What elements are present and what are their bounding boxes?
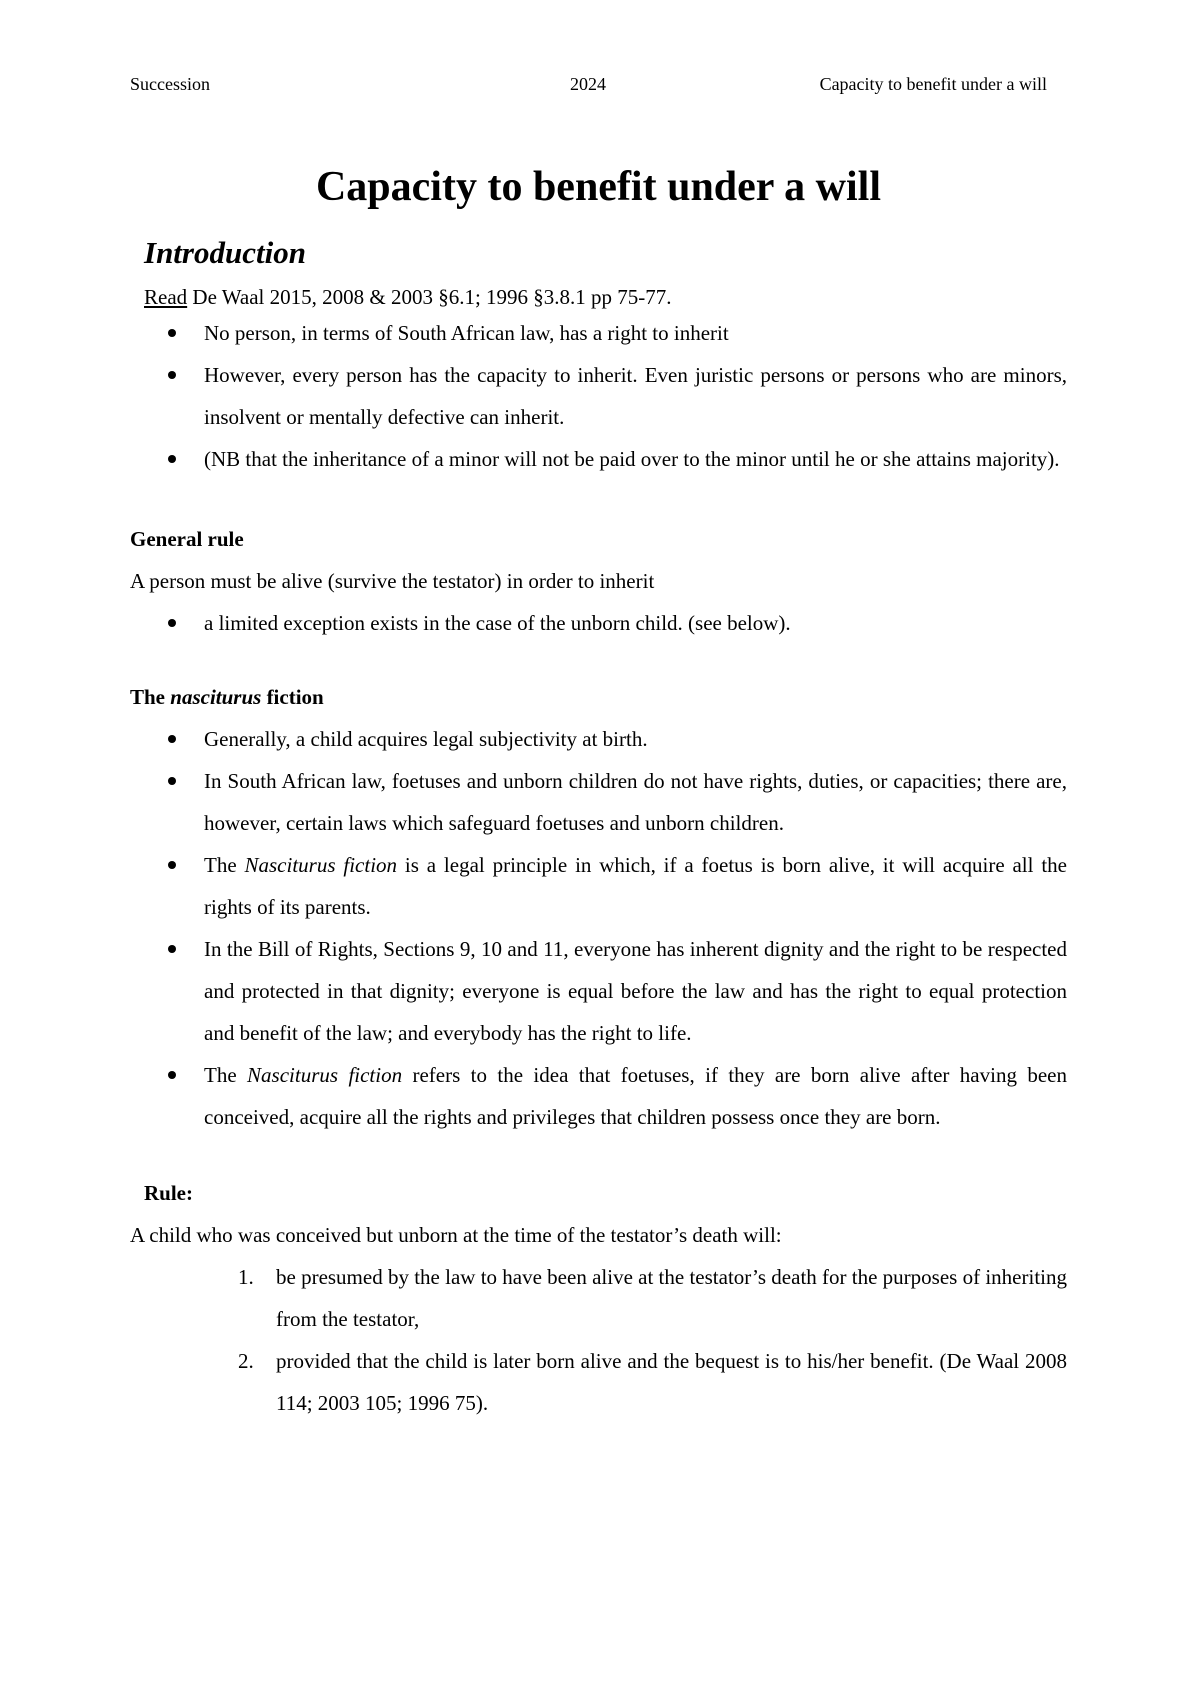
rule-text: A child who was conceived but unborn at the time of the testator’s death will: xyxy=(130,1223,782,1247)
nasciturus-heading-post: fiction xyxy=(261,685,324,709)
reading-reference xyxy=(144,282,1067,312)
introduction-bullets xyxy=(130,312,1067,480)
general-rule-heading: General rule xyxy=(130,527,244,551)
list-item: (NB that the inheritance of a minor will not be paid over to the minor until he or she attains majority). xyxy=(130,438,1067,480)
list-item: However, every person has the capacity to inherit. Even juristic persons or persons who are minors, insolvent or mentally defective can inherit. xyxy=(130,354,1067,438)
rule-heading: Rule: xyxy=(144,1181,193,1205)
general-rule-bullets xyxy=(130,602,1067,644)
nasciturus-heading-italic: nasciturus xyxy=(170,685,262,709)
header-left: Succession xyxy=(130,74,210,94)
list-item: In the Bill of Rights, Sections 9, 10 and 11, everyone has inherent dignity and the right to be respected and protected in that dignity; everyone is equal before the law and has the right to equal protection and benefit of the law; and everybody has the right to life. xyxy=(130,928,1067,1054)
nasciturus-heading-pre: The xyxy=(130,685,171,709)
list-item: Generally, a child acquires legal subjectivity at birth. xyxy=(130,718,1067,760)
document-title: Capacity to benefit under a will xyxy=(315,164,882,210)
document-body xyxy=(130,155,1067,1424)
read-label: Read xyxy=(144,285,188,309)
list-item: a limited exception exists in the case of the unborn child. (see below). xyxy=(130,602,1067,644)
header-right: Capacity to benefit under a will xyxy=(819,74,1047,94)
nasciturus-bullets xyxy=(130,718,1067,1138)
nasciturus-heading xyxy=(130,676,1067,718)
rule-numbered-list xyxy=(130,1256,1067,1424)
introduction-heading: Introduction xyxy=(144,235,306,270)
list-item: In South African law, foetuses and unborn children do not have rights, duties, or capacities; there are, however, certain laws which safeguard foetuses and unborn children. xyxy=(130,760,1067,844)
list-item: The Nasciturus fiction is a legal principle in which, if a foetus is born alive, it will acquire all the rights of its parents. xyxy=(130,844,1067,928)
list-number: 1. xyxy=(238,1265,254,1289)
general-rule-text: A person must be alive (survive the testator) in order to inherit xyxy=(130,569,655,593)
list-number: 2. xyxy=(238,1349,254,1373)
running-header: Succession 2024 Capacity to benefit under a will xyxy=(130,74,1047,94)
list-item: The Nasciturus fiction refers to the idea that foetuses, if they are born alive after having been conceived, acquire all the rights and privileges that children possess once they are born. xyxy=(130,1054,1067,1138)
list-item: 2. provided that the child is later born alive and the bequest is to his/her benefit. (De Waal 2008 114; 2003 105; 1996 75). xyxy=(130,1340,1067,1424)
list-item: No person, in terms of South African law, has a right to inherit xyxy=(130,312,1067,354)
read-text: De Waal 2015, 2008 & 2003 §6.1; 1996 §3.8.1 pp 75-77. xyxy=(187,285,672,309)
list-item: 1. be presumed by the law to have been alive at the testator’s death for the purposes of inheriting from the testator, xyxy=(130,1256,1067,1340)
